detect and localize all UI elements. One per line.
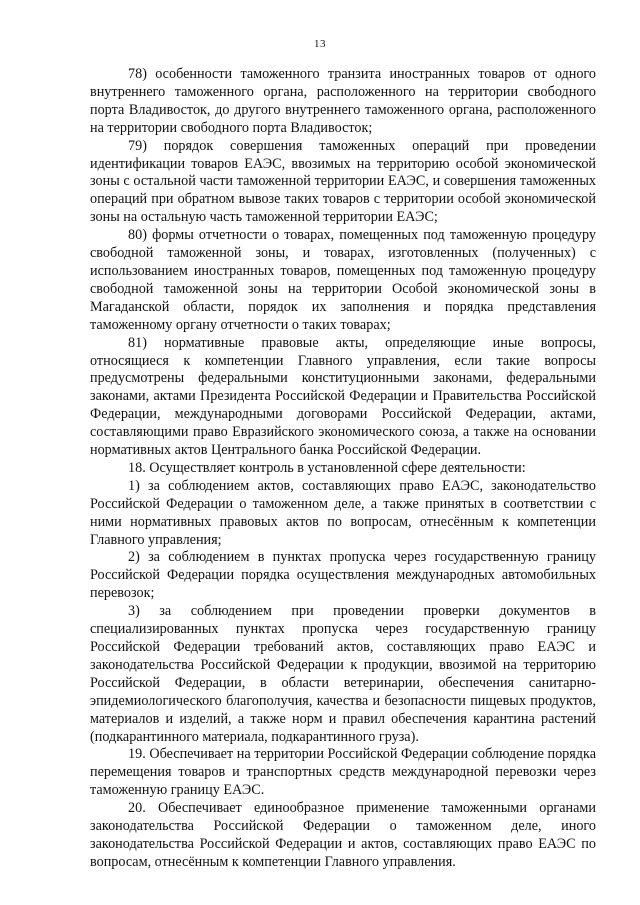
paragraph-item-80: 80) формы отчетности о товарах, помещенных под таможенную процедуру свободной таможенной зоны, и товарах, изготовленных (полученных) с использованием иностранных товаров, помещенных под таможенную процедуру свободной таможенной зоны на территории Особой экономической зоны в Магаданской области, порядок их заполнения и порядка представления таможенному органу отчетности о таких товарах; [90, 227, 596, 333]
paragraph-section-19: 19. Обеспечивает на территории Российской Федерации соблюдение порядка перемещения товаров и транспортных средств международной перевозки через таможенную границу ЕАЭС. [90, 746, 596, 799]
paragraph-section-18: 18. Осуществляет контроль в установленной сфере деятельности: [128, 459, 526, 476]
document-body [90, 66, 596, 872]
paragraph-control-1: 1) за соблюдением актов, составляющих право ЕАЭС, законодательство Российской Федерации о таможенном деле, а также принятых в соответствии с ними нормативных правовых актов по вопросам, отнесённым к компетенции Главного управления; [90, 477, 596, 548]
paragraph-item-78: 78) особенности таможенного транзита иностранных товаров от одного внутреннего таможенного органа, расположенного на территории свободного порта Владивосток, до другого внутреннего таможенного органа, расположенного на территории свободного порта Владивосток; [90, 66, 596, 136]
paragraph-control-2: 2) за соблюдением в пунктах пропуска через государственную границу Российской Федерации порядка осуществления международных автомобильных перевозок; [90, 549, 596, 602]
paragraph-control-3: 3) за соблюдением при проведении проверки документов в специализированных пунктах пропуска через государственную границу Российской Федерации требований актов, составляющих право ЕАЭС и законодательства Российской Федерации к продукции, ввозимой на территорию Российской Федерации, в области ветеринарии, обеспечения санитарно-эпидемиологического благополучия, качества и безопасности пищевых продуктов, материалов и изделий, а также норм и правил обеспечения карантина растений (подкарантинного материала, подкарантинного груза). [90, 603, 596, 745]
paragraph-section-20: 20. Обеспечивает единообразное применение таможенными органами законодательства Российской Федерации о таможенном деле, иного законодательства Российской Федерации и актов, составляющих право ЕАЭС по вопросам, отнесённым к компетенции Главного управления. [90, 800, 596, 870]
paragraph-item-81: 81) нормативные правовые акты, определяющие иные вопросы, относящиеся к компетенции Главного управления, если такие вопросы предусмотрены федеральными конституционными законами, федеральными законами, актами Президента Российской Федерации и Правительства Российской Федерации, международными договорами Российской Федерации, актами, составляющими право Евразийского экономического союза, а также на основании нормативных актов Центрального банка Российской Федерации. [90, 334, 596, 459]
paragraph-item-79: 79) порядок совершения таможенных операций при проведении идентификации товаров ЕАЭС, ввозимых на территорию особой экономической зоны с остальной части таможенной территории ЕАЭС, и совершения таможенных операций при обратном вывозе таких товаров с территории особой экономической зоны на остальную часть таможенной территории ЕАЭС; [90, 137, 596, 226]
page-number: 13 [314, 38, 326, 50]
